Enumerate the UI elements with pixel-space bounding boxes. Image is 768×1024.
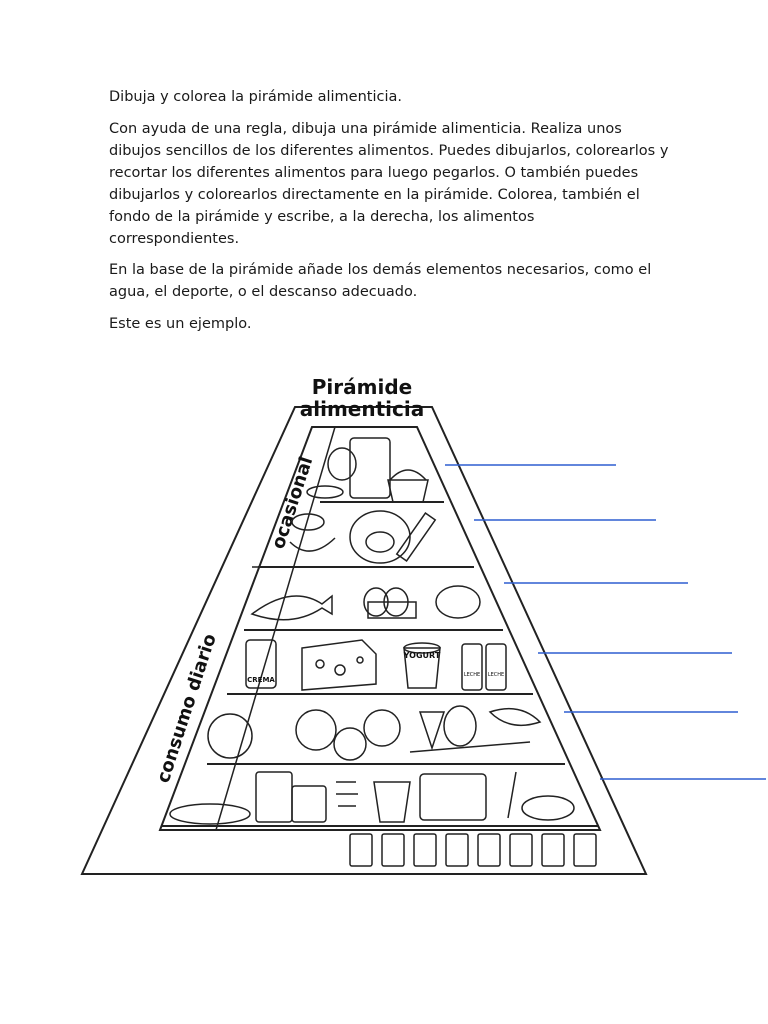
- water-glasses: [350, 834, 596, 866]
- leche-label-1: LECHE: [463, 672, 481, 678]
- food-pyramid-figure: [80, 352, 768, 892]
- pyramid-title-2: alimenticia: [299, 397, 425, 421]
- tier-sweets-drawings: [307, 438, 428, 502]
- tier-meat-drawings: [290, 511, 435, 563]
- instruction-paragraph: Con ayuda de una regla, dibuja una pirámide alimenticia. Realiza unos dibujos sencillos de los diferentes alimentos. Puedes dibujarlos, colorearlos y recortar los diferentes alimentos para luego pegarlos. O también puedes dibujarlos y colorearlos directamente en la pirámide. Colorea, también el fondo de la pirámide y escribe, a la derecha, los alimentos correspondientes.: [109, 121, 669, 247]
- yogurt-label: YOGURT: [403, 651, 441, 660]
- answer-lines: [445, 465, 766, 779]
- instruction-title: Dibuja y colorea la pirámide alimenticia.: [109, 89, 402, 105]
- tier-dairy-drawings: [246, 640, 506, 690]
- pyramid-outline: [82, 407, 646, 874]
- base-note-paragraph: En la base de la pirámide añade los demás elementos necesarios, como el agua, el deporte, o el descanso adecuado.: [109, 262, 652, 300]
- label-consumo-diario: consumo diario: [152, 631, 221, 786]
- milk-label: CREMA: [247, 676, 275, 684]
- tier-produce-drawings: [208, 706, 540, 760]
- leche-label-2: LECHE: [487, 672, 505, 678]
- side-divider: [216, 427, 335, 830]
- pyramid-title-1: Pirámide: [311, 375, 413, 399]
- food-pyramid-drawing: [80, 352, 768, 892]
- example-note: Este es un ejemplo.: [109, 316, 252, 332]
- label-ocasional: ocasional: [267, 454, 318, 552]
